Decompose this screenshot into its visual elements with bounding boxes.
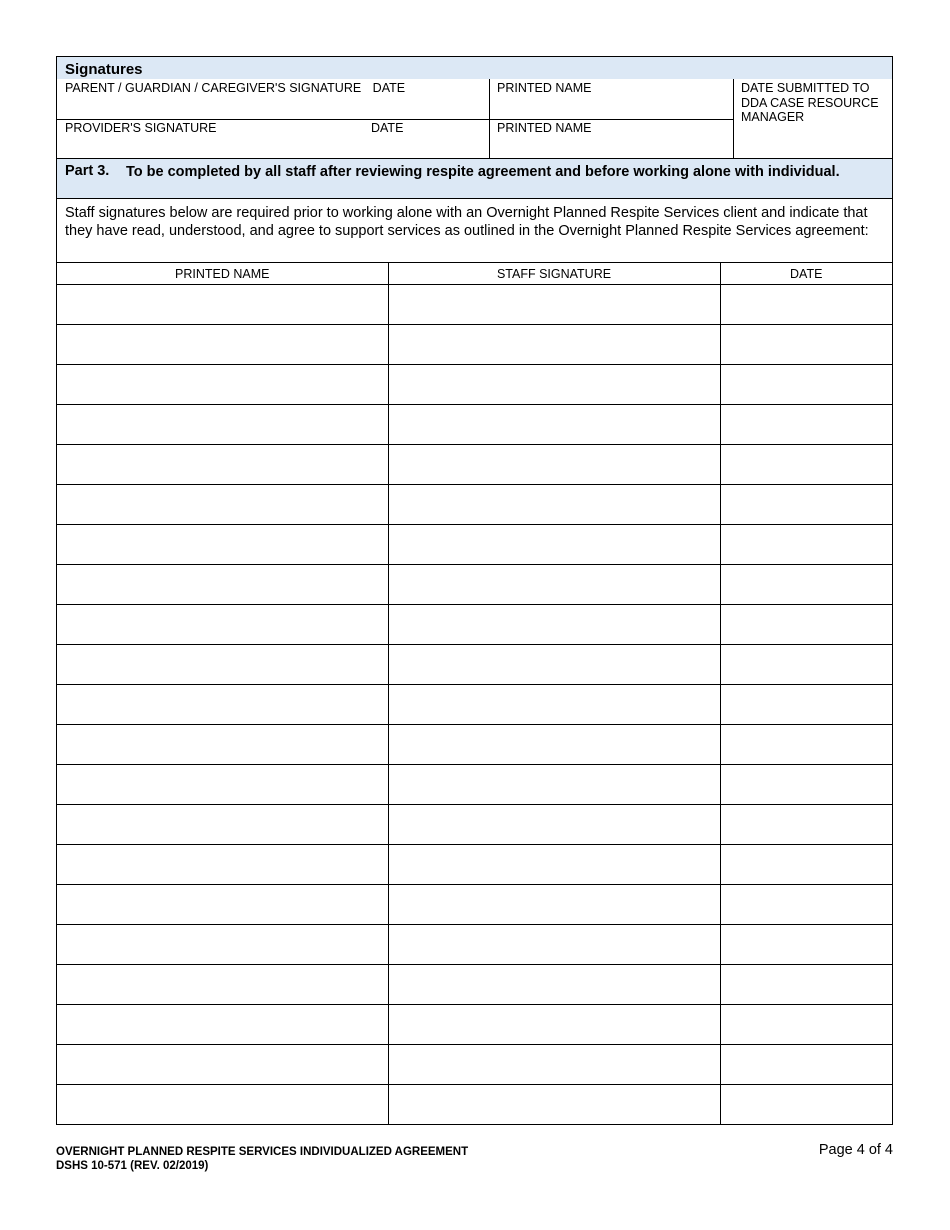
printed-name-cell[interactable] xyxy=(57,1085,388,1125)
date-cell[interactable] xyxy=(720,685,892,725)
printed-name-cell[interactable] xyxy=(57,925,388,965)
parent-printed-name-field[interactable] xyxy=(497,81,729,119)
staff-signature-table-wrap xyxy=(57,263,892,1124)
table-row xyxy=(57,925,892,965)
staff-signature-cell[interactable] xyxy=(388,685,720,725)
staff-signature-cell[interactable] xyxy=(388,965,720,1005)
table-row xyxy=(57,605,892,645)
staff-signature-cell[interactable] xyxy=(388,925,720,965)
table-row xyxy=(57,565,892,605)
table-row xyxy=(57,445,892,485)
table-row xyxy=(57,325,892,365)
date-cell[interactable] xyxy=(720,365,892,405)
printed-name-cell[interactable] xyxy=(57,845,388,885)
signatures-title: Signatures xyxy=(65,61,143,78)
date-cell[interactable] xyxy=(720,405,892,445)
staff-signature-cell[interactable] xyxy=(388,445,720,485)
staff-signature-cell[interactable] xyxy=(388,645,720,685)
provider-date-field[interactable] xyxy=(371,121,481,159)
printed-name-cell[interactable] xyxy=(57,605,388,645)
part3-instructions: Staff signatures below are required prior to working alone with an Overnight Planned Respite Services client and indicate that they have read, understood, and agree to support services as outlined in the Overnight Planned Respite Services agreement: xyxy=(57,199,892,263)
date-cell[interactable] xyxy=(720,445,892,485)
printed-name-cell[interactable] xyxy=(57,405,388,445)
staff-signature-cell[interactable] xyxy=(388,325,720,365)
staff-signature-cell[interactable] xyxy=(388,285,720,325)
date-cell[interactable] xyxy=(720,1085,892,1125)
staff-signature-table xyxy=(57,263,892,1124)
staff-signature-cell[interactable] xyxy=(388,605,720,645)
date-cell[interactable] xyxy=(720,845,892,885)
provider-printed-name-field[interactable] xyxy=(497,121,729,159)
printed-name-cell[interactable] xyxy=(57,965,388,1005)
printed-name-cell[interactable] xyxy=(57,805,388,845)
staff-signature-cell[interactable] xyxy=(388,805,720,845)
staff-signature-cell[interactable] xyxy=(388,485,720,525)
staff-signature-cell[interactable] xyxy=(388,765,720,805)
table-row xyxy=(57,1045,892,1085)
staff-rows xyxy=(57,285,892,1125)
table-row xyxy=(57,645,892,685)
printed-name-cell[interactable] xyxy=(57,765,388,805)
staff-signature-cell[interactable] xyxy=(388,525,720,565)
date-cell[interactable] xyxy=(720,725,892,765)
agreement-form xyxy=(56,56,893,1125)
date-cell[interactable] xyxy=(720,285,892,325)
column-header-printed-name: PRINTED NAME xyxy=(57,263,388,285)
printed-name-cell[interactable] xyxy=(57,1045,388,1085)
page-number: Page 4 of 4 xyxy=(818,1142,893,1158)
table-row xyxy=(57,765,892,805)
table-row xyxy=(57,805,892,845)
printed-name-cell[interactable] xyxy=(57,725,388,765)
printed-name-cell[interactable] xyxy=(57,565,388,605)
table-row xyxy=(57,885,892,925)
provider-signature-field[interactable] xyxy=(65,121,365,159)
staff-signature-cell[interactable] xyxy=(388,885,720,925)
footer-form-title: OVERNIGHT PLANNED RESPITE SERVICES INDIVIDUALIZED AGREEMENT xyxy=(56,1146,469,1158)
printed-name-cell[interactable] xyxy=(57,645,388,685)
staff-signature-cell[interactable] xyxy=(388,845,720,885)
table-row xyxy=(57,725,892,765)
parent-date-label: DATE xyxy=(372,81,406,95)
date-cell[interactable] xyxy=(720,565,892,605)
parent-printed-name-label: PRINTED NAME xyxy=(497,81,592,95)
provider-printed-name-label: PRINTED NAME xyxy=(497,121,592,135)
staff-signature-cell[interactable] xyxy=(388,565,720,605)
table-row xyxy=(57,525,892,565)
date-cell[interactable] xyxy=(720,1045,892,1085)
part3-label: Part 3. xyxy=(65,163,110,179)
staff-signature-cell[interactable] xyxy=(388,405,720,445)
printed-name-cell[interactable] xyxy=(57,325,388,365)
printed-name-cell[interactable] xyxy=(57,1005,388,1045)
printed-name-cell[interactable] xyxy=(57,885,388,925)
printed-name-cell[interactable] xyxy=(57,445,388,485)
date-cell[interactable] xyxy=(720,605,892,645)
printed-name-cell[interactable] xyxy=(57,525,388,565)
date-cell[interactable] xyxy=(720,765,892,805)
table-row xyxy=(57,285,892,325)
printed-name-cell[interactable] xyxy=(57,685,388,725)
table-row xyxy=(57,405,892,445)
date-cell[interactable] xyxy=(720,525,892,565)
footer-form-info xyxy=(56,1145,468,1173)
table-row xyxy=(57,1085,892,1125)
date-submitted-field[interactable] xyxy=(741,81,891,157)
date-submitted-label: DATE SUBMITTED TO DDA CASE RESOURCE MANAGER xyxy=(741,81,879,124)
parent-signature-field[interactable] xyxy=(65,81,485,119)
printed-name-cell[interactable] xyxy=(57,485,388,525)
table-row xyxy=(57,365,892,405)
provider-signature-label: PROVIDER'S SIGNATURE xyxy=(65,121,217,135)
table-row xyxy=(57,1005,892,1045)
table-row xyxy=(57,485,892,525)
staff-signature-cell[interactable] xyxy=(388,1005,720,1045)
part3-heading-text: To be completed by all staff after reviewing respite agreement and before working alone with individual. xyxy=(126,164,840,180)
table-row xyxy=(57,685,892,725)
column-header-staff-signature: STAFF SIGNATURE xyxy=(388,263,720,285)
staff-signature-cell[interactable] xyxy=(388,1045,720,1085)
signatures-block xyxy=(57,79,892,159)
printed-name-cell[interactable] xyxy=(57,365,388,405)
date-cell[interactable] xyxy=(720,325,892,365)
signatures-heading xyxy=(57,57,892,79)
staff-signature-cell[interactable] xyxy=(388,725,720,765)
column-header-date: DATE xyxy=(720,263,892,285)
table-row xyxy=(57,965,892,1005)
date-cell[interactable] xyxy=(720,885,892,925)
table-header-row xyxy=(57,263,892,285)
provider-date-label: DATE xyxy=(371,121,404,135)
table-row xyxy=(57,845,892,885)
date-cell[interactable] xyxy=(720,925,892,965)
date-cell[interactable] xyxy=(720,965,892,1005)
staff-signature-cell[interactable] xyxy=(388,1085,720,1125)
staff-signature-cell[interactable] xyxy=(388,365,720,405)
footer-form-number: DSHS 10-571 (REV. 02/2019) xyxy=(56,1160,209,1172)
parent-signature-label: PARENT / GUARDIAN / CAREGIVER'S SIGNATURE xyxy=(65,81,362,95)
date-cell[interactable] xyxy=(720,1005,892,1045)
date-cell[interactable] xyxy=(720,645,892,685)
date-cell[interactable] xyxy=(720,485,892,525)
printed-name-cell[interactable] xyxy=(57,285,388,325)
part3-heading xyxy=(57,159,892,199)
date-cell[interactable] xyxy=(720,805,892,845)
